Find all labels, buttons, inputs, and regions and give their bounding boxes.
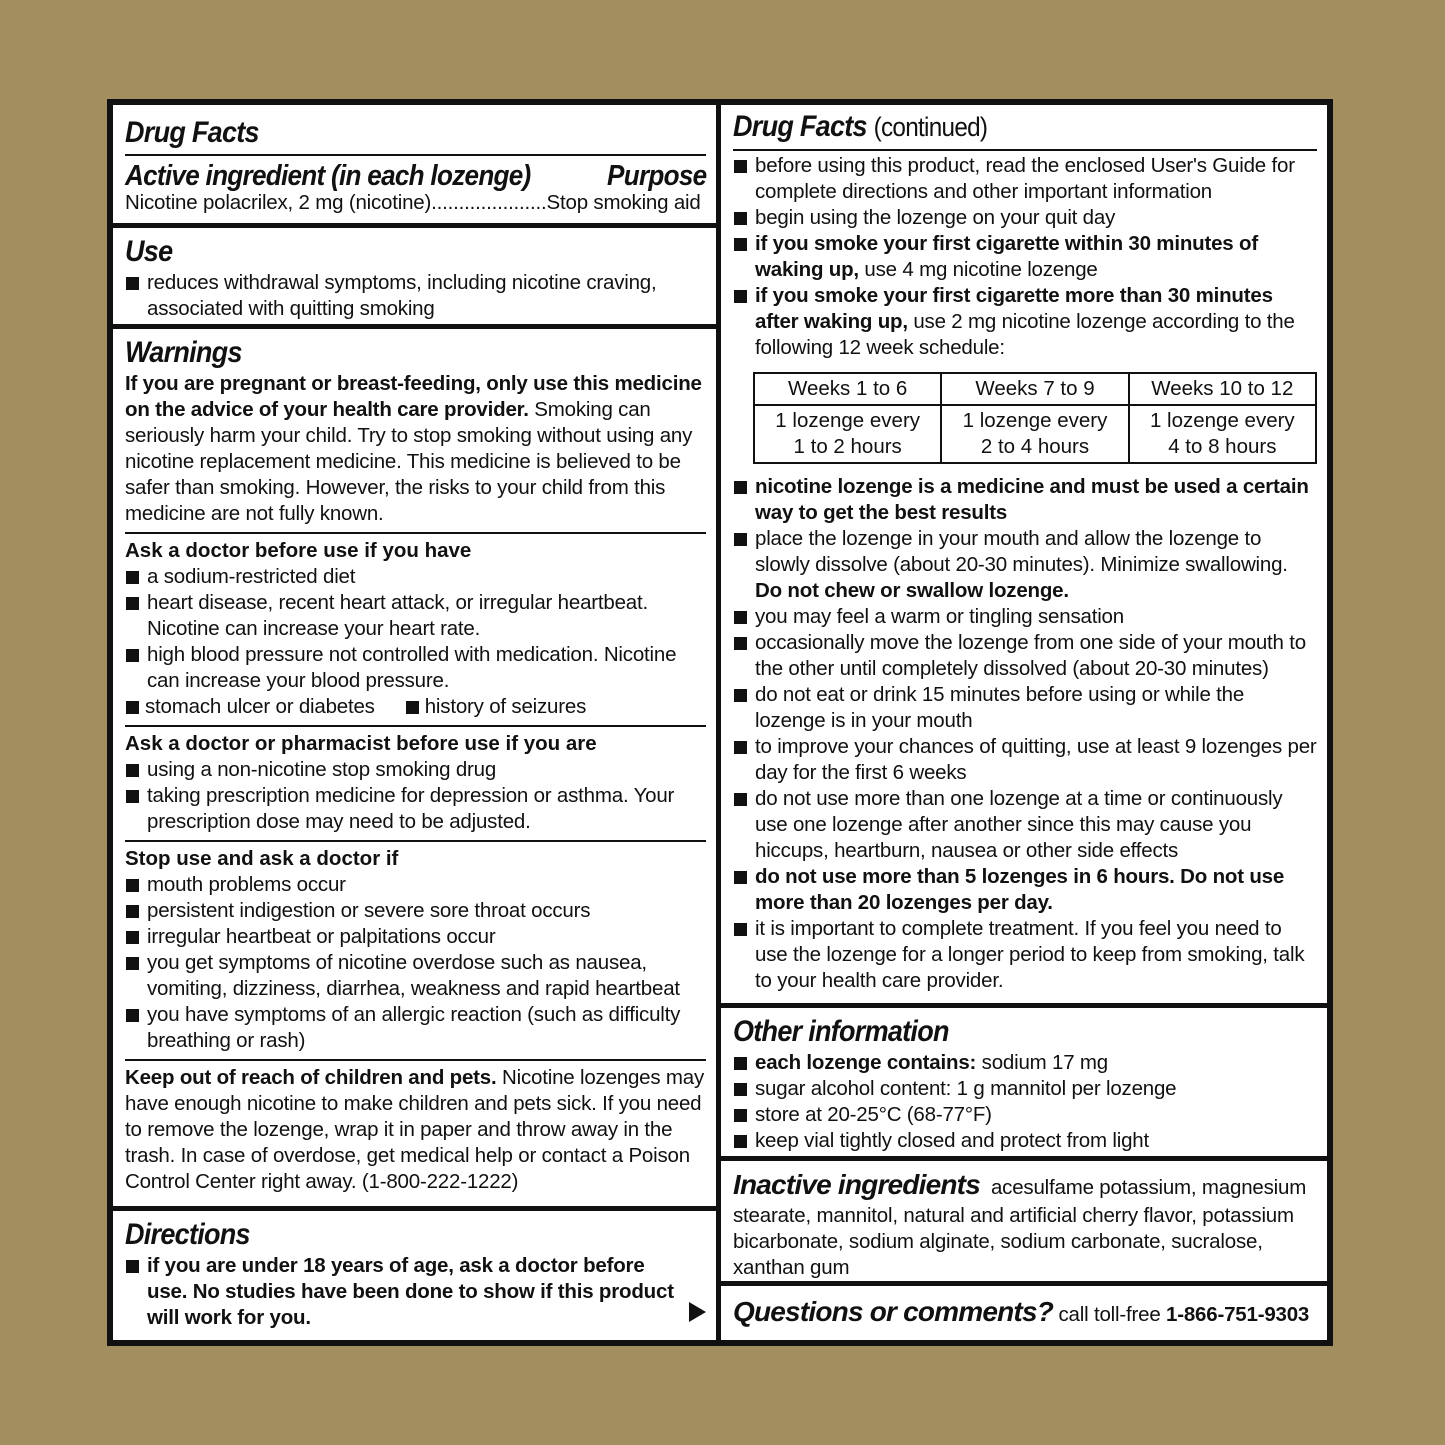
list-item: stomach ulcer or diabetes — [145, 695, 375, 718]
use-box — [113, 228, 716, 324]
table-cell: 1 lozenge every 1 to 2 hours — [754, 405, 941, 463]
inactive-ingredients-box — [721, 1161, 1327, 1281]
inactive-ingredients — [733, 1167, 1317, 1281]
pregnancy-warning-bold: If you are pregnant or breast-feeding, only use this medicine on the advice of your health care provider. — [125, 372, 702, 421]
active-ingredient-box — [113, 105, 716, 223]
divider — [125, 154, 706, 156]
drug-facts-title: Drug Facts — [733, 110, 867, 143]
ask-doctor-inline-items — [125, 694, 706, 720]
pregnancy-warning — [125, 371, 706, 527]
list-item: mouth problems occur — [125, 872, 706, 898]
other-information-box — [721, 1008, 1327, 1156]
list-item: nicotine lozenge is a medicine and must be used a certain way to get the best results — [733, 474, 1317, 526]
inactive-ingredients-heading: Inactive ingredients — [733, 1169, 980, 1200]
questions-box — [721, 1286, 1327, 1340]
use-list — [125, 270, 706, 322]
list-item: it is important to complete treatment. If you feel you need to use the lozenge for a longer period to keep from smoking, talk to your health care provider. — [733, 916, 1317, 994]
right-column — [721, 105, 1327, 1340]
active-ingredient-line: Nicotine polacrilex, 2 mg (nicotine).....................Stop smoking aid — [125, 191, 701, 214]
ask-doctor-section — [125, 532, 706, 720]
list-item: each lozenge contains: sodium 17 mg — [733, 1050, 1317, 1076]
table-cell: 1 lozenge every 2 to 4 hours — [941, 405, 1128, 463]
directions-list-b — [733, 474, 1317, 994]
warnings-box — [113, 329, 716, 1206]
drug-facts-title: Drug Facts — [125, 116, 259, 149]
stop-use-heading: Stop use and ask a doctor if — [125, 847, 399, 870]
list-item: if you are under 18 years of age, ask a doctor before use. No studies have been done to show if this product will work for you. — [125, 1253, 686, 1331]
directions-box — [113, 1211, 716, 1340]
active-ingredient-header — [125, 158, 706, 194]
questions-line — [733, 1294, 1317, 1330]
active-ingredient-heading: Active ingredient (in each lozenge) — [125, 160, 531, 192]
table-header: Weeks 1 to 6 — [754, 373, 941, 405]
list-item: begin using the lozenge on your quit day — [733, 205, 1317, 231]
directions-continued-box — [721, 105, 1327, 1003]
list-item: do not eat or drink 15 minutes before using or while the lozenge is in your mouth — [733, 682, 1317, 734]
list-item: store at 20-25°C (68-77°F) — [733, 1102, 1317, 1128]
ask-pharmacist-heading: Ask a doctor or pharmacist before use if you are — [125, 732, 597, 755]
list-item: you may feel a warm or tingling sensation — [733, 604, 1317, 630]
drug-facts-label — [107, 99, 1333, 1346]
dosing-schedule-table — [753, 372, 1317, 464]
ask-pharmacist-section — [125, 725, 706, 835]
phone-number: 1-866-751-9303 — [1166, 1303, 1310, 1326]
list-item: you get symptoms of nicotine overdose such as nausea, vomiting, dizziness, diarrhea, weakness and rapid heartbeat — [125, 950, 706, 1002]
directions-list — [125, 1253, 706, 1331]
list-item: history of seizures — [424, 695, 587, 718]
table-row — [754, 405, 1316, 463]
pregnancy-warning-text: Smoking can seriously harm your child. Try to stop smoking without using any nicotine replacement medicine. This medicine is believed to be safer than smoking. However, the risks to your child from this medicine are not fully known. — [125, 398, 693, 525]
list-item: taking prescription medicine for depression or asthma. Your prescription dose may need to be adjusted. — [125, 783, 706, 835]
list-item: high blood pressure not controlled with medication. Nicotine can increase your blood pressure. — [125, 642, 706, 694]
inactive-ingredients-text: acesulfame potassium, magnesium stearate, mannitol, natural and artificial cherry flavor, potassium bicarbonate, sodium alginate, sodium carbonate, sucralose, xanthan gum — [733, 1176, 1307, 1279]
list-item: place the lozenge in your mouth and allow the lozenge to slowly dissolve (about 20-30 minutes). Minimize swallowing. Do not chew or swallow lozenge. — [733, 526, 1317, 604]
list-item: heart disease, recent heart attack, or irregular heartbeat. Nicotine can increase your heart rate. — [125, 590, 706, 642]
list-item: to improve your chances of quitting, use at least 9 lozenges per day for the first 6 weeks — [733, 734, 1317, 786]
list-item: if you smoke your first cigarette more than 30 minutes after waking up, use 2 mg nicotine lozenge according to the following 12 week schedule: — [733, 283, 1317, 361]
drug-facts-continued-title — [733, 109, 1259, 145]
use-heading: Use — [125, 235, 173, 268]
list-item: irregular heartbeat or palpitations occur — [125, 924, 706, 950]
ask-doctor-list — [125, 564, 706, 694]
list-item: do not use more than one lozenge at a time or continuously use one lozenge after another since this may cause you hiccups, heartburn, nausea or other side effects — [733, 786, 1317, 864]
bullet-icon — [126, 701, 139, 714]
stop-use-section — [125, 840, 706, 1054]
list-item: do not use more than 5 lozenges in 6 hours. Do not use more than 20 lozenges per day. — [733, 864, 1317, 916]
stop-use-list — [125, 872, 706, 1054]
table-header: Weeks 10 to 12 — [1129, 373, 1316, 405]
table-cell: 1 lozenge every 4 to 8 hours — [1129, 405, 1316, 463]
bullet-icon — [406, 701, 419, 714]
list-item: sugar alcohol content: 1 g mannitol per lozenge — [733, 1076, 1317, 1102]
list-item: a sodium-restricted diet — [125, 564, 706, 590]
list-item: you have symptoms of an allergic reaction (such as difficulty breathing or rash) — [125, 1002, 706, 1054]
keep-out-of-reach — [125, 1059, 706, 1195]
left-column — [113, 105, 716, 1340]
list-item: using a non-nicotine stop smoking drug — [125, 757, 706, 783]
keep-out-bold: Keep out of reach of children and pets. — [125, 1066, 497, 1089]
continue-arrow-icon — [689, 1302, 706, 1322]
directions-list-a — [733, 153, 1317, 361]
list-item: reduces withdrawal symptoms, including nicotine craving, associated with quitting smoking — [125, 270, 706, 322]
other-information-heading: Other information — [733, 1015, 949, 1048]
warnings-heading: Warnings — [125, 336, 242, 369]
purpose-heading: Purpose — [606, 160, 706, 192]
ask-pharmacist-list — [125, 757, 706, 835]
questions-heading: Questions or comments? — [733, 1296, 1054, 1327]
list-item: if you smoke your first cigarette within 30 minutes of waking up, use 4 mg nicotine lozenge — [733, 231, 1317, 283]
keep-out-text: Nicotine lozenges may have enough nicotine to make children and pets sick. If you need to remove the lozenge, wrap it in paper and throw away in the trash. In case of overdose, get medical help or contact a Poison Control Center right away. (1-800-222-1222) — [125, 1066, 705, 1193]
continued-label: (continued) — [873, 112, 988, 142]
table-header: Weeks 7 to 9 — [941, 373, 1128, 405]
table-header-row — [754, 373, 1316, 405]
directions-heading: Directions — [125, 1218, 250, 1251]
ask-doctor-heading: Ask a doctor before use if you have — [125, 539, 472, 562]
list-item: occasionally move the lozenge from one side of your mouth to the other until completely dissolved (about 20-30 minutes) — [733, 630, 1317, 682]
questions-prefix: call toll-free — [1053, 1303, 1167, 1326]
list-item: before using this product, read the enclosed User's Guide for complete directions and other important information — [733, 153, 1317, 205]
divider — [733, 149, 1317, 151]
other-information-list — [733, 1050, 1317, 1154]
list-item: keep vial tightly closed and protect from light — [733, 1128, 1317, 1154]
list-item: persistent indigestion or severe sore throat occurs — [125, 898, 706, 924]
